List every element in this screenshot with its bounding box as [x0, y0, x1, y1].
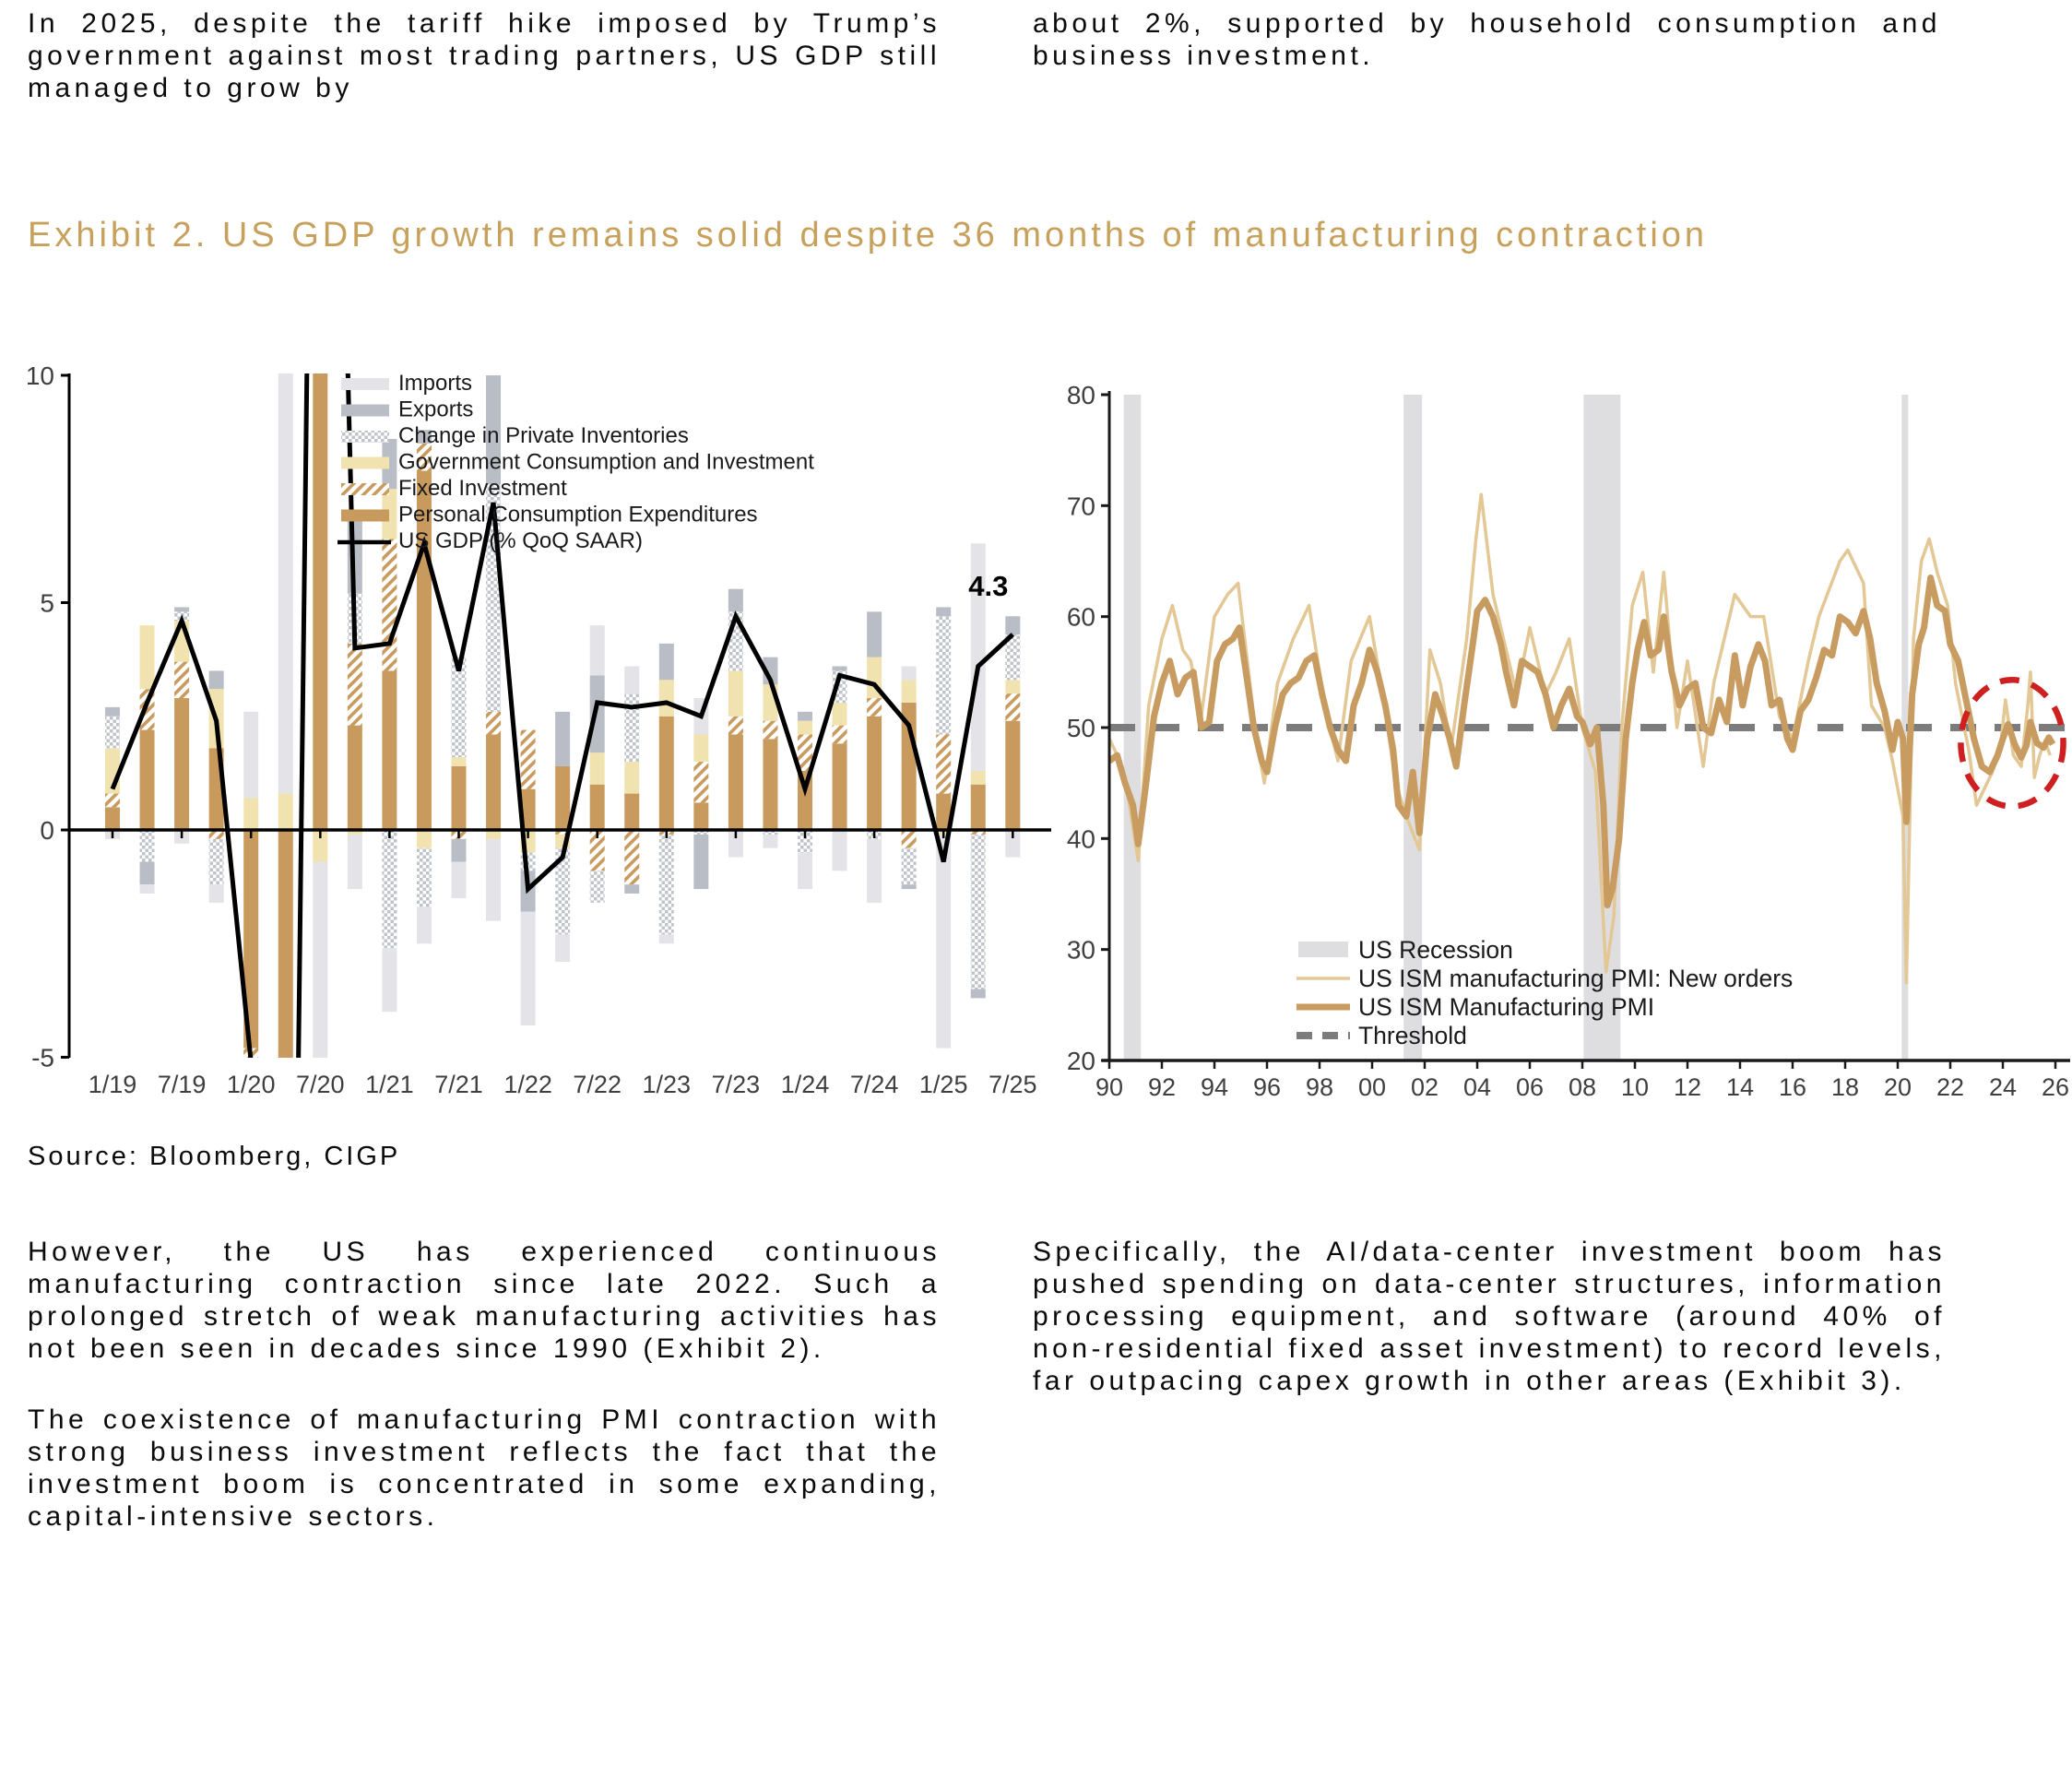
svg-text:16: 16	[1778, 1073, 1807, 1101]
svg-text:24: 24	[1988, 1073, 2018, 1101]
intro-paragraph-right: about 2%, supported by household consumption and business investment.	[1033, 8, 1941, 71]
svg-text:80: 80	[1066, 381, 1095, 409]
svg-text:7/19: 7/19	[157, 1071, 207, 1098]
svg-text:04: 04	[1462, 1073, 1492, 1101]
svg-text:20: 20	[1883, 1073, 1912, 1101]
svg-text:5: 5	[40, 588, 54, 618]
svg-text:1/21: 1/21	[365, 1071, 414, 1098]
svg-text:40: 40	[1066, 824, 1095, 854]
svg-text:06: 06	[1515, 1073, 1545, 1101]
svg-text:Fixed Investment: Fixed Investment	[398, 476, 567, 501]
svg-text:Threshold: Threshold	[1358, 1022, 1467, 1049]
gdp-contributions-chart-svg	[0, 355, 1060, 1130]
svg-text:7/24: 7/24	[849, 1071, 899, 1098]
svg-text:60: 60	[1066, 602, 1095, 632]
gdp-contributions-chart	[0, 355, 1060, 1130]
svg-text:30: 30	[1066, 935, 1095, 965]
svg-text:US GDP (% QoQ SAAR): US GDP (% QoQ SAAR)	[398, 528, 643, 553]
body-column-right	[1033, 1236, 1946, 1436]
svg-text:08: 08	[1568, 1073, 1597, 1101]
svg-text:Imports: Imports	[398, 371, 473, 396]
svg-text:Change in Private Inventories: Change in Private Inventories	[398, 423, 689, 448]
svg-text:22: 22	[1936, 1073, 1965, 1101]
svg-text:20: 20	[1066, 1046, 1095, 1075]
svg-text:7/21: 7/21	[434, 1071, 483, 1098]
ism-pmi-chart	[1060, 355, 2072, 1130]
svg-text:1/19: 1/19	[88, 1071, 137, 1098]
svg-text:10: 10	[25, 361, 54, 390]
svg-text:96: 96	[1252, 1073, 1282, 1101]
svg-text:7/22: 7/22	[573, 1071, 622, 1098]
svg-text:94: 94	[1200, 1073, 1229, 1101]
exhibit-title: Exhibit 2. US GDP growth remains solid despite 36 months of manufacturing contraction	[28, 216, 1709, 255]
svg-text:7/23: 7/23	[711, 1071, 761, 1098]
svg-text:90: 90	[1095, 1073, 1124, 1101]
svg-text:12: 12	[1673, 1073, 1702, 1101]
gdp-value-annotation: 4.3	[968, 570, 1009, 603]
svg-text:US ISM manufacturing PMI: New: US ISM manufacturing PMI: New orders	[1358, 965, 1794, 992]
svg-text:1/20: 1/20	[226, 1071, 276, 1098]
ism-pmi-chart-svg	[1060, 355, 2072, 1130]
svg-text:Government Consumption and Inv: Government Consumption and Investment	[398, 449, 814, 475]
svg-text:98: 98	[1305, 1073, 1334, 1101]
svg-text:70: 70	[1066, 492, 1095, 521]
body-paragraph: Specifically, the AI/data-center investment boom has pushed spending on data-center structures, information processing equipment, and software (around 40% of non-residential fixed asset investment) to record levels, far outpacing capex growth in other areas (Exhibit 3).	[1033, 1237, 1946, 1396]
svg-text:1/24: 1/24	[780, 1071, 830, 1098]
body-paragraph: However, the US has experienced continuous manufacturing contraction since late 2022. Such a prolonged stretch of weak manufacturing activities has not been seen in decades since 1990 (Exhibit 2).	[28, 1237, 941, 1364]
svg-text:1/22: 1/22	[503, 1071, 552, 1098]
svg-text:US Recession: US Recession	[1358, 936, 1513, 964]
pmi-line	[1109, 578, 2053, 906]
svg-text:7/25: 7/25	[989, 1071, 1037, 1098]
source-note: Source: Bloomberg, CIGP	[28, 1142, 401, 1171]
svg-text:7/20: 7/20	[296, 1071, 345, 1098]
svg-text:1/25: 1/25	[918, 1071, 968, 1098]
svg-text:26: 26	[2041, 1073, 2070, 1101]
body-column-left	[28, 1236, 941, 1571]
body-paragraph: The coexistence of manufacturing PMI contraction with strong business investment reflects the fact that the investment boom is concentrated in some expanding, capital-intensive sectors.	[28, 1404, 941, 1532]
svg-text:18: 18	[1830, 1073, 1860, 1101]
svg-text:14: 14	[1725, 1073, 1755, 1101]
svg-text:Personal Consumption Expenditu: Personal Consumption Expenditures	[398, 502, 758, 527]
intro-paragraph-left: In 2025, despite the tariff hike imposed by Trump’s government against most trading partners, US GDP still managed to grow by	[28, 8, 941, 103]
svg-text:0: 0	[40, 816, 54, 845]
svg-text:00: 00	[1357, 1073, 1387, 1101]
svg-text:-5: -5	[31, 1043, 54, 1072]
svg-text:10: 10	[1620, 1073, 1650, 1101]
svg-text:Exports: Exports	[398, 397, 474, 422]
svg-text:50: 50	[1066, 713, 1095, 742]
svg-text:92: 92	[1147, 1073, 1177, 1101]
svg-text:1/23: 1/23	[642, 1071, 692, 1098]
svg-text:US ISM Manufacturing PMI: US ISM Manufacturing PMI	[1358, 993, 1655, 1021]
svg-text:02: 02	[1410, 1073, 1439, 1101]
